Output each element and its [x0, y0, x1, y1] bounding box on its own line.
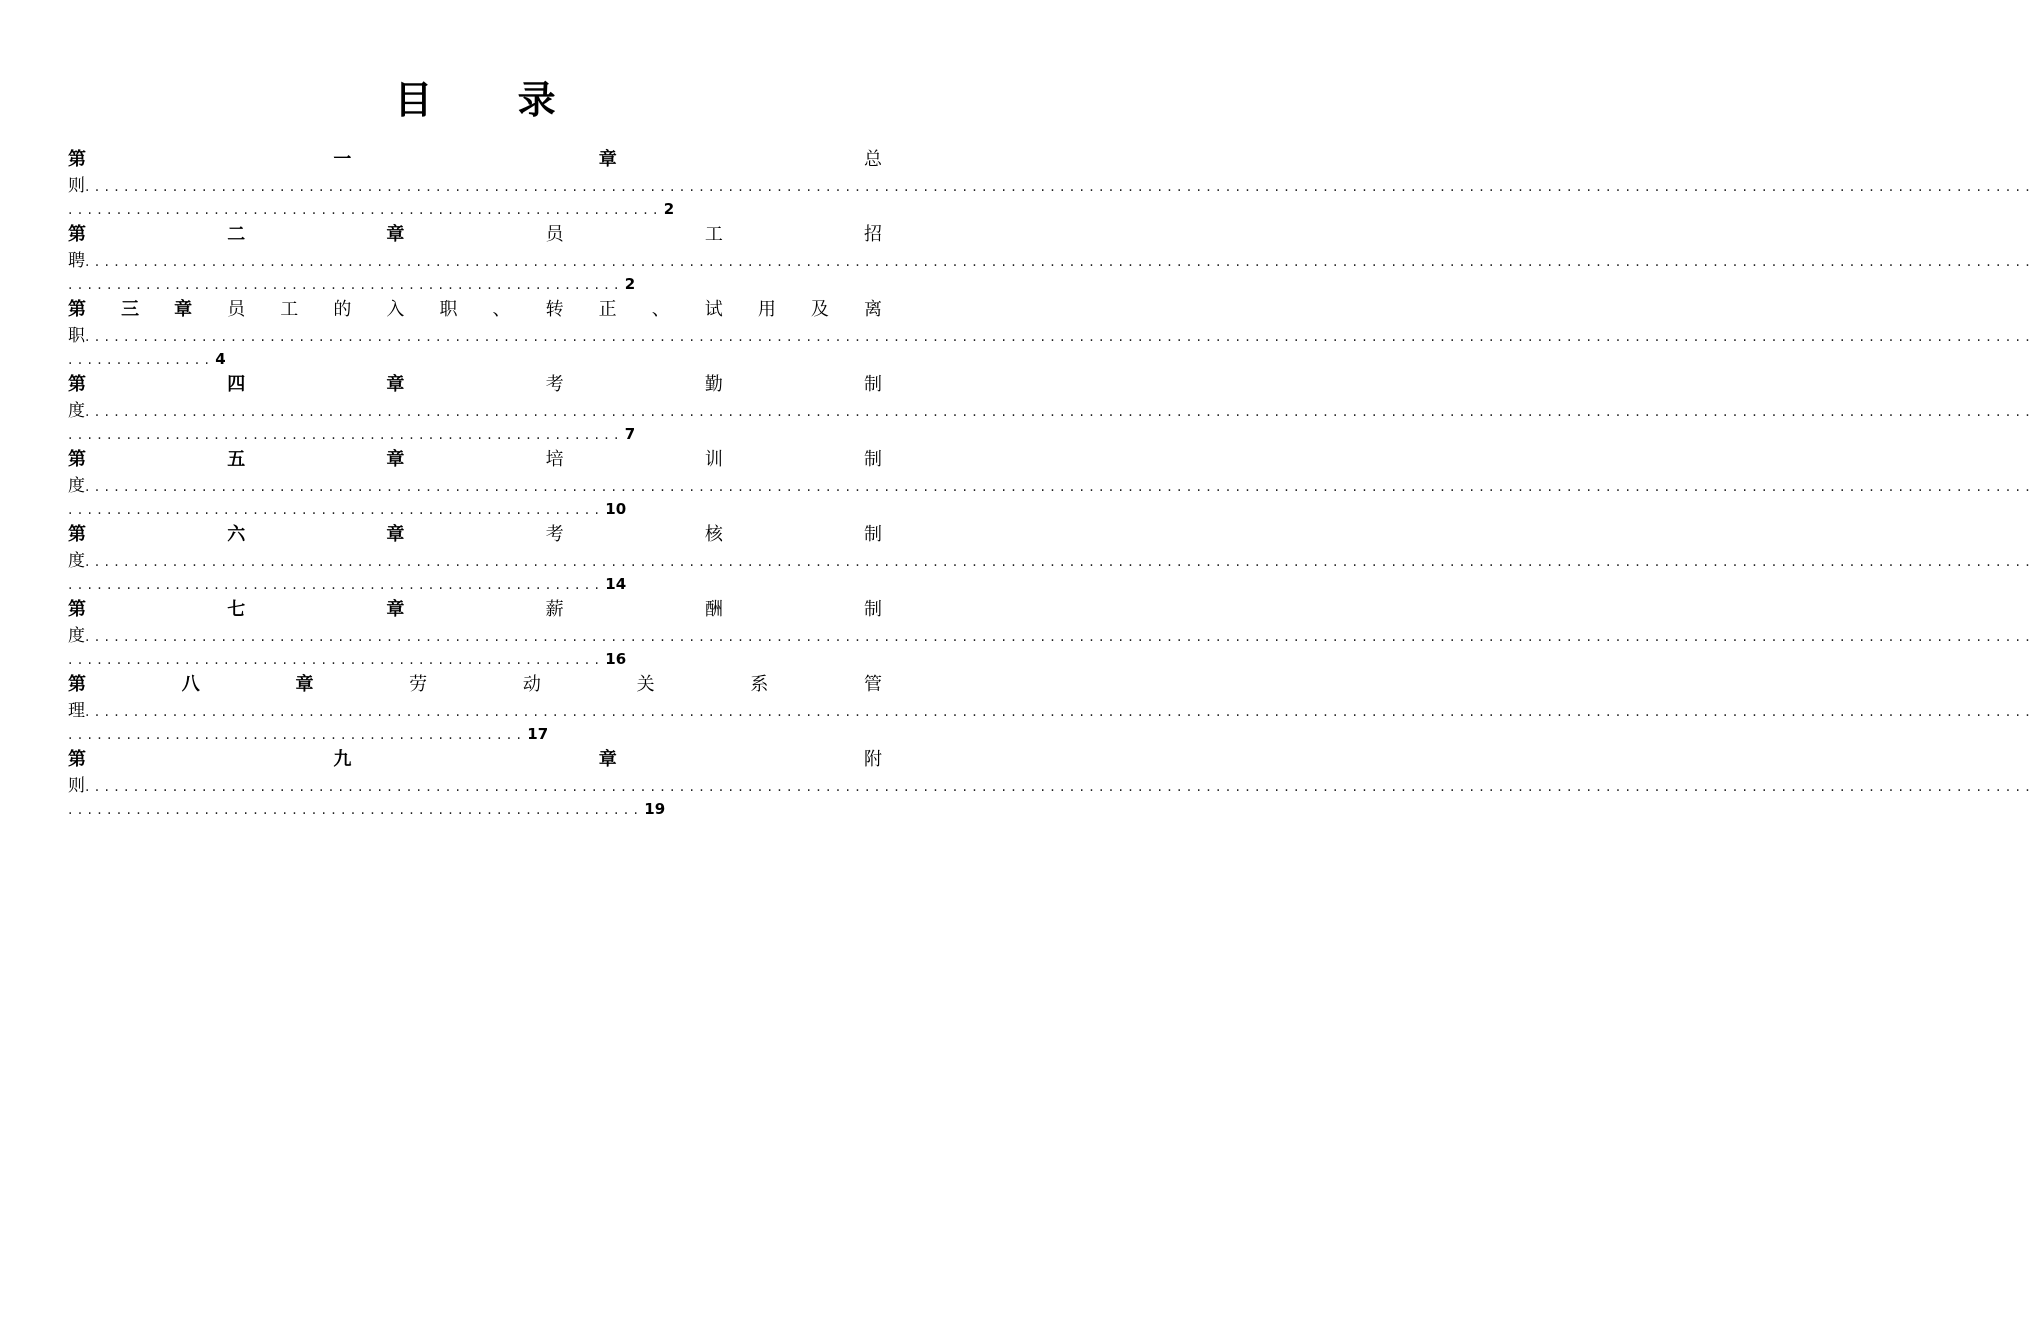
toc-entry-heading: [68, 521, 882, 549]
chapter-title-char: 离: [863, 299, 882, 320]
chapter-title-last-char: 度: [68, 626, 85, 646]
toc-entry-page-line: [68, 198, 882, 221]
chapter-label-char: 一: [333, 149, 473, 170]
dot-leader: ........................................................................................................................................................................................................: [85, 554, 2035, 570]
toc-entry-leader-line: [68, 774, 2035, 798]
toc-entry[interactable]: [68, 221, 2035, 296]
chapter-title-char: 薪: [545, 599, 632, 620]
dot-leader: .........................................................: [68, 427, 624, 443]
toc-entry[interactable]: [68, 596, 2035, 671]
chapter-label-char: 章: [598, 749, 738, 770]
chapter-label-char: 九: [333, 749, 473, 770]
toc-entry[interactable]: [68, 746, 2035, 821]
chapter-label-char: 章: [386, 224, 473, 245]
toc-entry-leader-line: [68, 249, 2035, 273]
chapter-title-char: 关: [636, 674, 700, 695]
dot-leader: ...............: [68, 352, 215, 368]
toc-entry-heading: [68, 596, 882, 624]
chapter-label-char: 章: [386, 524, 473, 545]
chapter-label-char: 三: [121, 299, 154, 320]
page-number: 7: [624, 425, 636, 443]
chapter-title-char: 系: [750, 674, 814, 695]
page-number: 4: [215, 350, 226, 368]
chapter-title-char: 勤: [704, 374, 791, 395]
chapter-label-char: 第: [68, 524, 154, 545]
dot-leader: ...............................................: [68, 727, 527, 743]
toc-entry[interactable]: [68, 296, 2035, 371]
chapter-title-last-char: 度: [68, 551, 85, 571]
toc-entry-heading: [68, 371, 882, 399]
toc-entry-heading: [68, 146, 882, 174]
chapter-title-char: 酬: [704, 599, 791, 620]
chapter-title-char: 、: [651, 299, 685, 320]
toc-entry-leader-line: [68, 399, 2035, 423]
dot-leader: .............................................................: [68, 202, 663, 218]
chapter-title-char: 制: [864, 374, 883, 395]
toc-entry[interactable]: [68, 671, 2035, 746]
chapter-label-char: 六: [227, 524, 313, 545]
toc-entry-heading: [68, 296, 882, 324]
chapter-title-char: 工: [280, 299, 313, 320]
chapter-title-char: 员: [545, 224, 632, 245]
toc-entry-leader-line: [68, 699, 2035, 723]
chapter-title-char: 考: [545, 524, 632, 545]
chapter-title-char: 转: [545, 299, 579, 320]
chapter-title-last-char: 职: [68, 326, 85, 346]
dot-leader: ........................................................................................................................................................................................................: [85, 404, 2035, 420]
chapter-title-last-char: 聘: [68, 251, 85, 271]
page-number: 16: [605, 650, 627, 668]
toc-entry-page-line: [68, 798, 882, 821]
toc-entry-page-line: [68, 648, 882, 671]
toc-entry[interactable]: [68, 371, 2035, 446]
chapter-label-char: 八: [181, 674, 245, 695]
table-of-contents: [68, 146, 2035, 821]
chapter-title-last-char: 度: [68, 401, 85, 421]
chapter-title-char: 制: [864, 524, 883, 545]
chapter-label-char: 第: [68, 224, 154, 245]
chapter-label-char: 章: [598, 149, 738, 170]
toc-entry[interactable]: [68, 146, 2035, 221]
toc-entry-page-line: [68, 273, 882, 296]
chapter-label-char: 第: [68, 299, 101, 320]
chapter-title-char: 核: [704, 524, 791, 545]
page-number: 10: [605, 500, 627, 518]
dot-leader: .......................................................: [68, 502, 605, 518]
toc-entry-leader-line: [68, 324, 2035, 348]
chapter-title-char: 及: [810, 299, 844, 320]
chapter-title-char: 总: [864, 149, 883, 170]
chapter-title-char: 管: [864, 674, 883, 695]
chapter-label-char: 章: [386, 449, 473, 470]
chapter-label-char: 四: [227, 374, 313, 395]
chapter-title-char: 员: [227, 299, 260, 320]
chapter-title-last-char: 则: [68, 176, 85, 196]
chapter-label-char: 第: [68, 374, 154, 395]
chapter-title-char: 正: [598, 299, 632, 320]
chapter-title-char: 劳: [409, 674, 473, 695]
dot-leader: ........................................................................................................................................................................................................: [85, 179, 2035, 195]
page-number: 19: [644, 800, 666, 818]
chapter-label-char: 第: [68, 749, 207, 770]
dot-leader: .......................................................: [68, 652, 605, 668]
chapter-label-char: 第: [68, 449, 154, 470]
chapter-label-char: 章: [386, 374, 473, 395]
chapter-title-char: 附: [864, 749, 883, 770]
toc-entry-page-line: [68, 573, 882, 596]
page-number: 2: [624, 275, 636, 293]
dot-leader: .........................................................: [68, 277, 624, 293]
dot-leader: ........................................................................................................................................................................................................: [85, 254, 2035, 270]
toc-entry-page-line: [68, 498, 882, 521]
dot-leader: ........................................................................................................................................................................................................: [85, 329, 2035, 345]
chapter-title-char: 培: [545, 449, 632, 470]
chapter-label-char: 第: [68, 149, 207, 170]
chapter-label-char: 二: [227, 224, 313, 245]
page-number: 17: [527, 725, 549, 743]
page-number: 14: [605, 575, 627, 593]
chapter-label-char: 章: [386, 599, 473, 620]
chapter-title-char: 职: [439, 299, 473, 320]
toc-entry-page-line: [68, 423, 882, 446]
dot-leader: ...........................................................: [68, 802, 644, 818]
toc-entry-page-line: [68, 723, 882, 746]
toc-entry-leader-line: [68, 174, 2035, 198]
page-title: 目 录: [394, 78, 592, 122]
chapter-label-char: 第: [68, 599, 154, 620]
chapter-title-char: 试: [704, 299, 738, 320]
toc-entry-page-line: [68, 348, 882, 371]
chapter-title-char: 工: [704, 224, 791, 245]
dot-leader: ........................................................................................................................................................................................................: [85, 704, 2035, 720]
dot-leader: ........................................................................................................................................................................................................: [85, 479, 2035, 495]
toc-entry[interactable]: [68, 521, 2035, 596]
chapter-label-char: 五: [227, 449, 313, 470]
chapter-title-char: 动: [522, 674, 586, 695]
toc-entry-leader-line: [68, 474, 2035, 498]
chapter-title-last-char: 则: [68, 776, 85, 796]
toc-entry-leader-line: [68, 549, 2035, 573]
toc-entry-heading: [68, 746, 882, 774]
chapter-title-char: 用: [757, 299, 791, 320]
chapter-label-char: 章: [174, 299, 207, 320]
toc-entry-leader-line: [68, 624, 2035, 648]
dot-leader: ........................................................................................................................................................................................................: [85, 629, 2035, 645]
chapter-label-char: 第: [68, 674, 131, 695]
chapter-title-char: 训: [704, 449, 791, 470]
chapter-title-char: 入: [386, 299, 420, 320]
toc-entry[interactable]: [68, 446, 2035, 521]
toc-entry-heading: [68, 446, 882, 474]
dot-leader: ........................................................................................................................................................................................................: [85, 779, 2035, 795]
toc-entry-heading: [68, 221, 882, 249]
chapter-title-last-char: 理: [68, 701, 85, 721]
toc-entry-heading: [68, 671, 882, 699]
chapter-title-char: 制: [864, 599, 883, 620]
page-number: 2: [663, 200, 675, 218]
chapter-title-char: 考: [545, 374, 632, 395]
chapter-title-char: 制: [864, 449, 883, 470]
dot-leader: .......................................................: [68, 577, 605, 593]
chapter-title-char: 招: [864, 224, 883, 245]
chapter-label-char: 七: [227, 599, 313, 620]
chapter-title-last-char: 度: [68, 476, 85, 496]
chapter-label-char: 章: [295, 674, 359, 695]
chapter-title-char: 、: [492, 299, 526, 320]
chapter-title-char: 的: [333, 299, 366, 320]
